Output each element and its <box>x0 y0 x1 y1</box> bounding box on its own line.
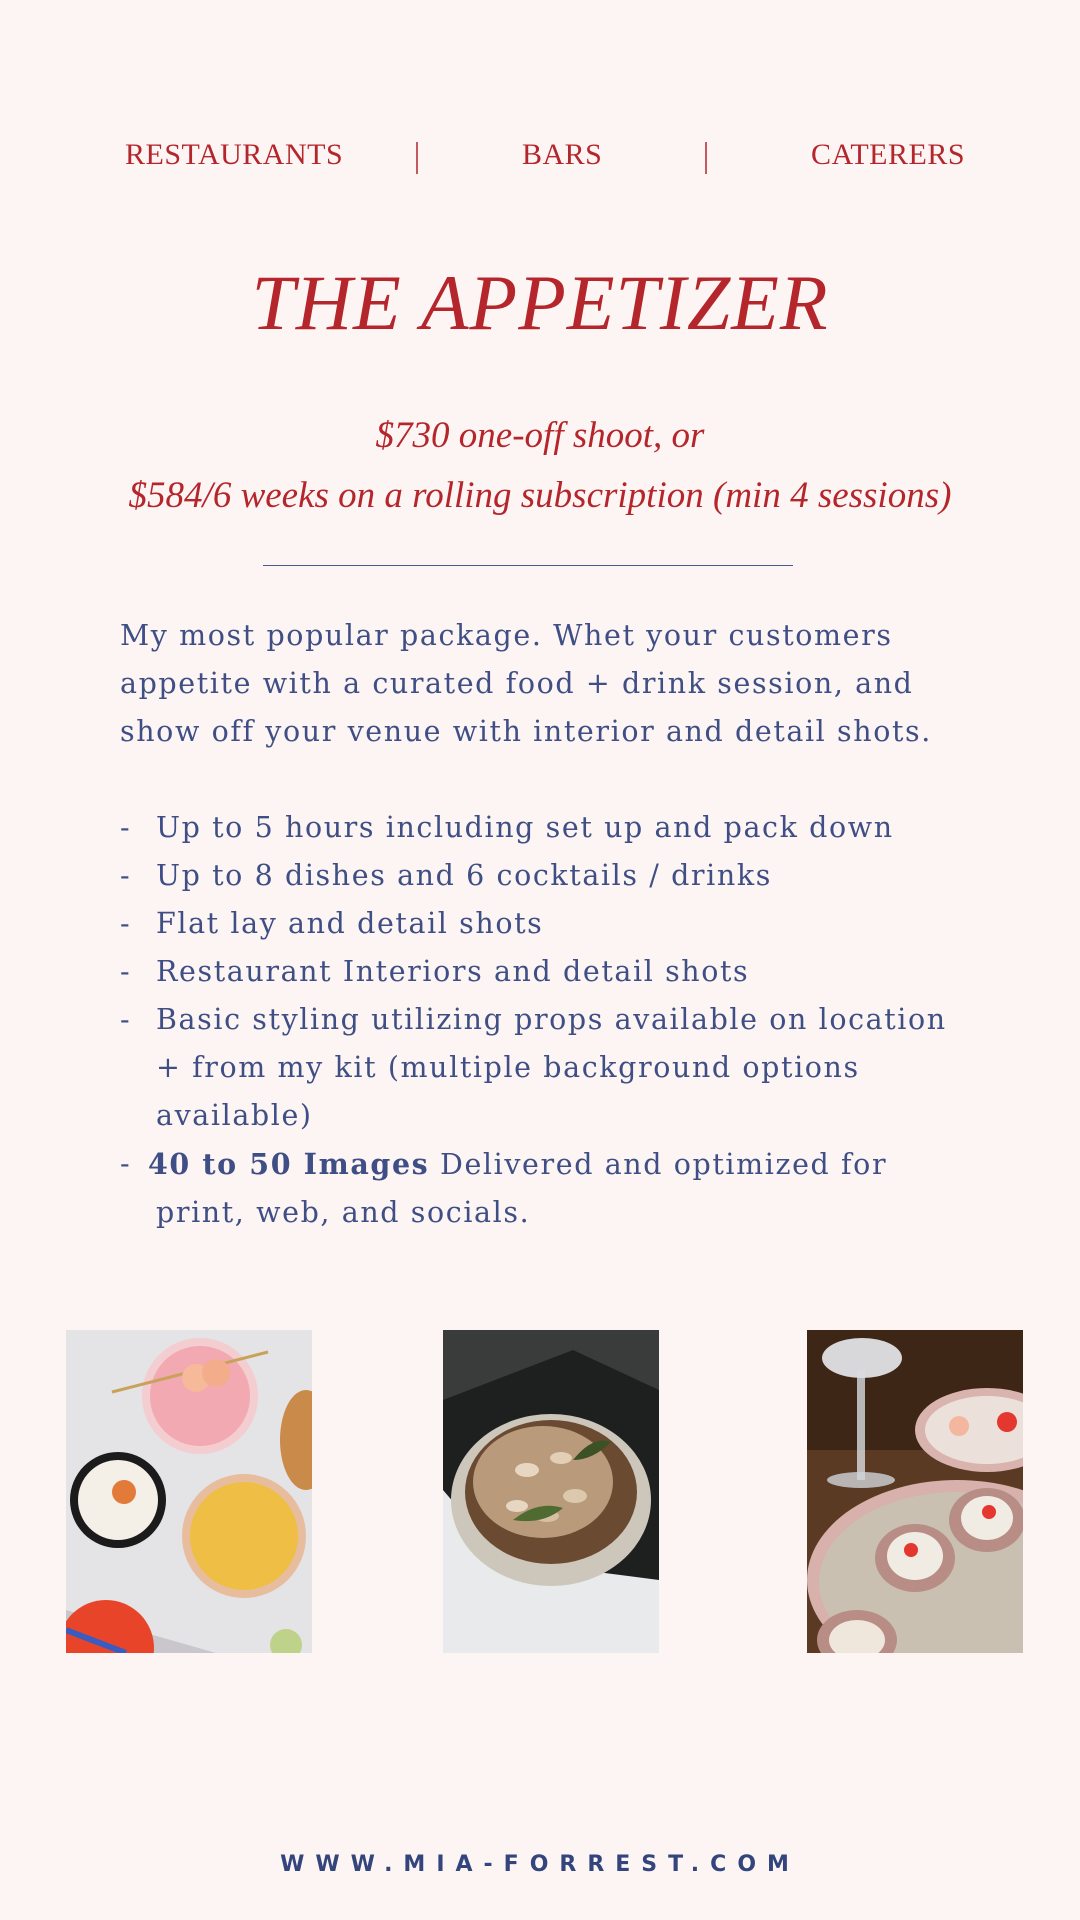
intro-line: appetite with a curated food + drink session, and <box>120 667 914 700</box>
price-line-one-off: $730 one-off shoot, or <box>375 415 705 456</box>
list-item <box>120 996 1020 1140</box>
website-url[interactable]: WWW.MIA-FORREST.COM <box>280 1852 800 1877</box>
list-dash: - <box>120 907 132 940</box>
section-divider <box>263 565 793 566</box>
list-item <box>120 900 1020 948</box>
list-item <box>120 804 1020 852</box>
nav-divider <box>416 142 418 174</box>
intro-line: My most popular package. Whet your customers <box>120 619 893 652</box>
list-dash: - <box>120 859 132 892</box>
list-item-text: Basic styling utilizing props available on location <box>156 1003 947 1036</box>
oysters-photo <box>807 1330 1023 1653</box>
list-dash: - <box>120 955 132 988</box>
package-title: THE APPETIZER <box>251 259 829 346</box>
cocktails-photo <box>66 1330 312 1653</box>
nav-restaurants-link[interactable]: RESTAURANTS <box>125 138 344 171</box>
inclusions-list <box>120 804 1020 1237</box>
price-line-subscription: $584/6 weeks on a rolling subscription (min 4 sessions) <box>128 475 952 516</box>
list-item-text: Up to 5 hours including set up and pack down <box>156 811 894 844</box>
list-dash: - <box>120 811 132 844</box>
list-item <box>120 1140 1020 1237</box>
package-description <box>120 612 1020 1237</box>
nav-bars-link[interactable]: BARS <box>522 138 603 171</box>
list-item-text: print, web, and socials. <box>156 1196 531 1229</box>
nav-divider <box>705 142 707 174</box>
bowl-photo <box>443 1330 659 1653</box>
intro-line: show off your venue with interior and detail shots. <box>120 715 932 748</box>
list-item-text: + from my kit (multiple background options <box>156 1051 860 1084</box>
list-item-text: Delivered and optimized for <box>429 1148 888 1181</box>
intro-paragraph <box>120 612 1020 756</box>
list-item <box>120 852 1020 900</box>
list-item-text: available) <box>156 1099 313 1132</box>
list-item-text: Restaurant Interiors and detail shots <box>156 955 750 988</box>
list-dash: - <box>120 1147 132 1180</box>
category-nav <box>0 138 1080 178</box>
nav-caterers-link[interactable]: CATERERS <box>811 138 966 171</box>
list-item-text: Up to 8 dishes and 6 cocktails / drinks <box>156 859 772 892</box>
list-item-text: Flat lay and detail shots <box>156 907 544 940</box>
images-count: 40 to 50 Images <box>148 1147 430 1181</box>
list-item <box>120 948 1020 996</box>
list-dash: - <box>120 1003 132 1036</box>
